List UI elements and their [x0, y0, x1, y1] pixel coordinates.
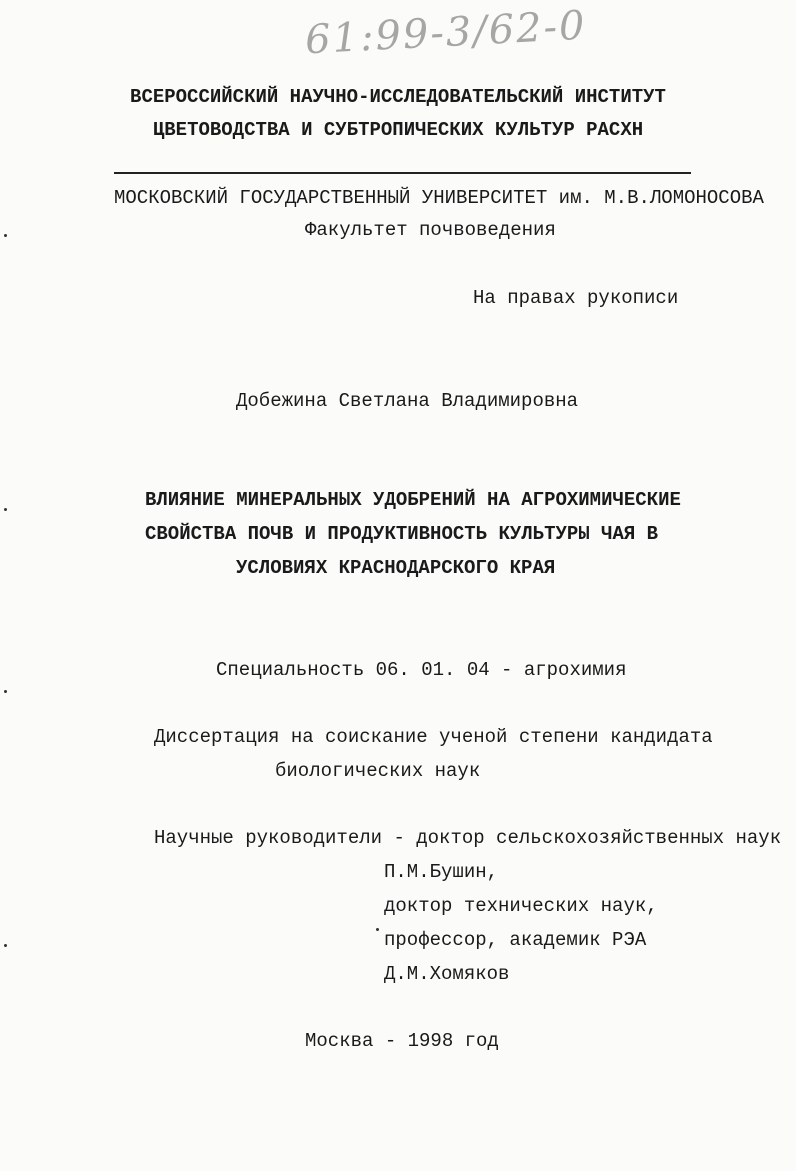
faculty-name: Факультет почвоведения [305, 219, 556, 241]
title-line1: ВЛИЯНИЕ МИНЕРАЛЬНЫХ УДОБРЕНИЙ НА АГРОХИМИЧЕСКИЕ [145, 489, 681, 511]
title-line3: УСЛОВИЯХ КРАСНОДАРСКОГО КРАЯ [236, 557, 556, 579]
header-divider [114, 172, 691, 174]
university-name: МОСКОВСКИЙ ГОСУДАРСТВЕННЫЙ УНИВЕРСИТЕТ им. М.В.ЛОМОНОСОВА [114, 187, 764, 209]
supervisors-label: Научные руководители - доктор сельскохозяйственных наук [154, 827, 782, 849]
scan-mark [4, 690, 7, 693]
archive-number-handwritten: 61:99-3/62-0 [303, 2, 588, 64]
scan-mark [4, 944, 7, 947]
author-name: Добежина Светлана Владимировна [236, 390, 579, 412]
scan-mark [4, 234, 7, 237]
supervisor2-title: профессор, академик РЭА [384, 929, 647, 951]
title-line2: СВОЙСТВА ПОЧВ И ПРОДУКТИВНОСТЬ КУЛЬТУРЫ ЧАЯ В [145, 523, 659, 545]
institute-name-line1: ВСЕРОССИЙСКИЙ НАУЧНО-ИССЛЕДОВАТЕЛЬСКИЙ ИНСТИТУТ [130, 86, 666, 108]
supervisor2-degree: доктор технических наук, [384, 895, 658, 917]
city-year: Москва - 1998 год [305, 1030, 499, 1052]
scan-mark [4, 508, 7, 511]
dissertation-line2: биологических наук [275, 760, 481, 782]
rights-note: На правах рукописи [473, 287, 679, 309]
supervisor1-name: П.М.Бушин, [384, 861, 499, 883]
institute-name-line2: ЦВЕТОВОДСТВА И СУБТРОПИЧЕСКИХ КУЛЬТУР РАСХН [152, 119, 644, 141]
scan-mark [376, 928, 379, 931]
dissertation-line1: Диссертация на соискание ученой степени кандидата [154, 726, 713, 748]
supervisor2-name: Д.М.Хомяков [384, 963, 510, 985]
specialty: Специальность 06. 01. 04 - агрохимия [216, 659, 627, 681]
